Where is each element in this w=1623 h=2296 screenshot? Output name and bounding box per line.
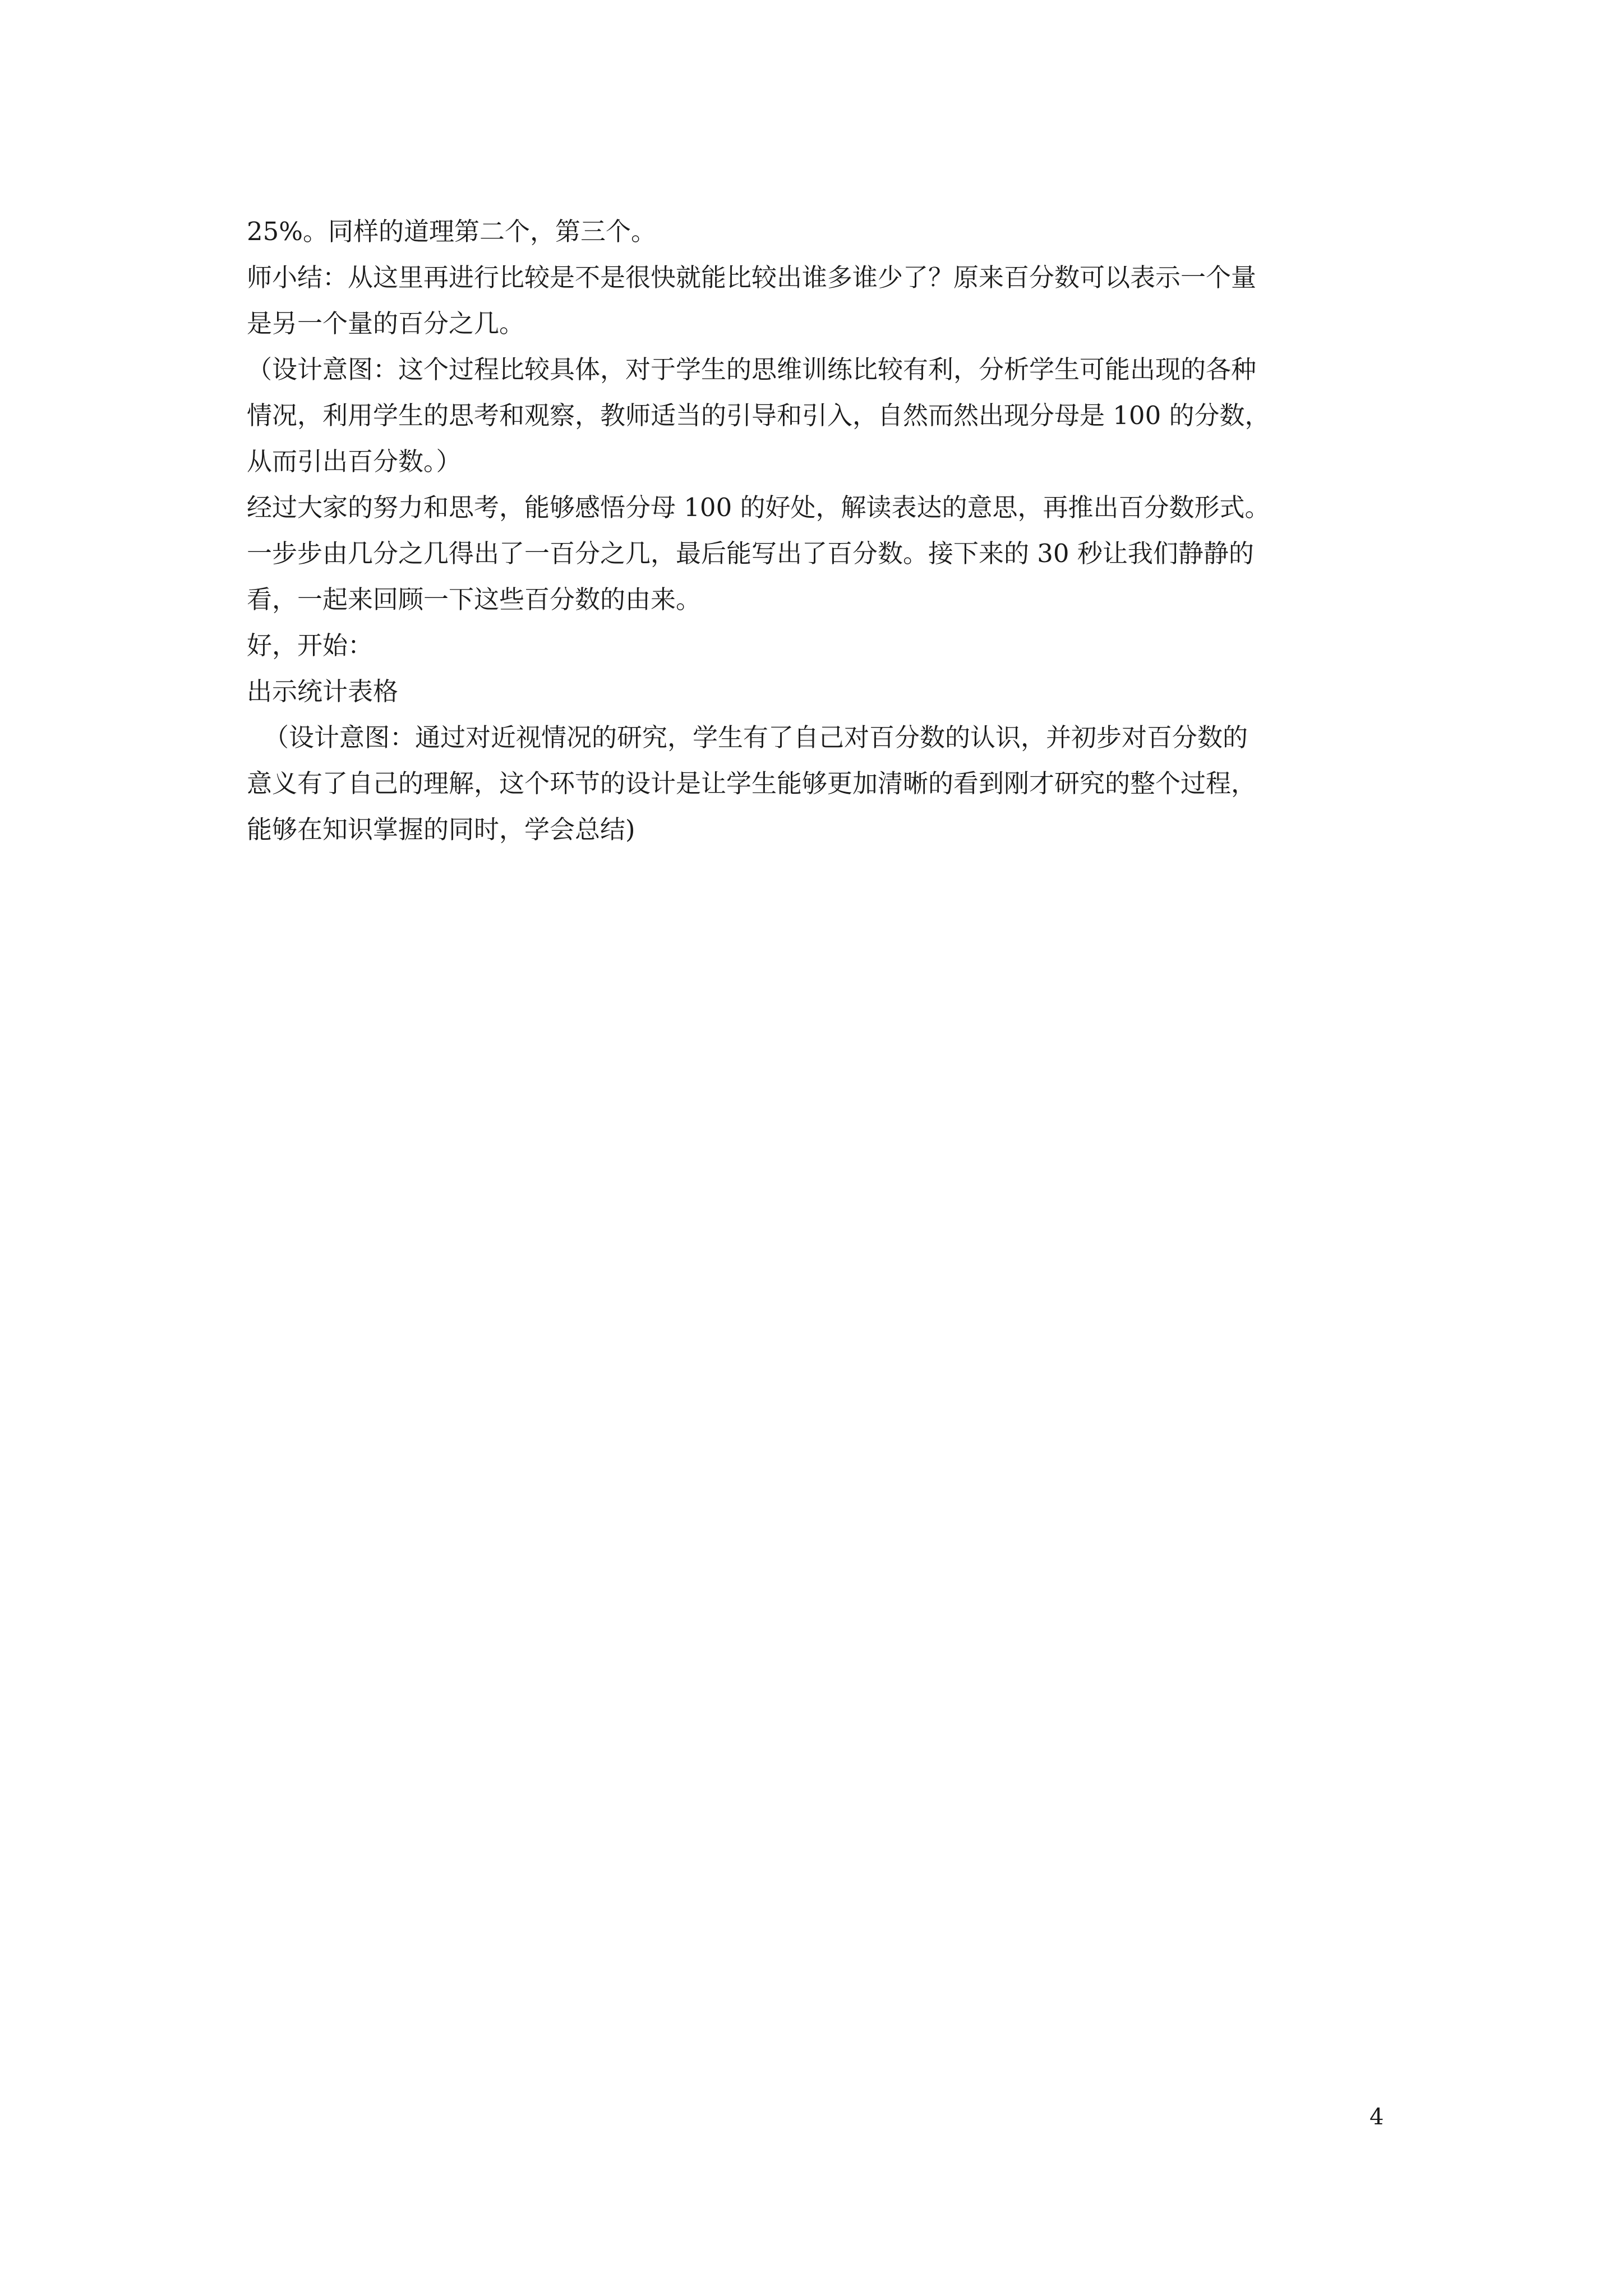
- text-line: 情况，利用学生的思考和观察，教师适当的引导和引入，自然而然出现分母是 100 的分数，: [247, 401, 1270, 430]
- text-line: 看，一起来回顾一下这些百分数的由来。: [247, 585, 702, 614]
- text-line: （设计意图：通过对近视情况的研究，学生有了自己对百分数的认识，并初步对百分数的: [264, 723, 1248, 752]
- text-line: 一步步由几分之几得出了一百分之几，最后能写出了百分数。接下来的 30 秒让我们静静的: [247, 539, 1254, 568]
- page-number: 4: [1370, 2104, 1384, 2130]
- text-line: 能够在知识掌握的同时，学会总结): [247, 815, 635, 844]
- text-line: 经过大家的努力和思考，能够感悟分母 100 的好处，解读表达的意思，再推出百分数形式。: [247, 493, 1270, 522]
- text-line: 师小结：从这里再进行比较是不是很快就能比较出谁多谁少了？原来百分数可以表示一个量: [247, 263, 1257, 292]
- text-line: （设计意图：这个过程比较具体，对于学生的思维训练比较有利，分析学生可能出现的各种: [247, 355, 1257, 384]
- text-line: 从而引出百分数。）: [247, 447, 462, 476]
- text-line: 出示统计表格: [247, 677, 399, 706]
- text-line: 意义有了自己的理解，这个环节的设计是让学生能够更加清晰的看到刚才研究的整个过程，: [247, 769, 1257, 798]
- text-line: 好，开始：: [247, 631, 374, 660]
- text-line: 是另一个量的百分之几。: [247, 309, 525, 338]
- text-line: 25%。同样的道理第二个，第三个。: [247, 217, 657, 246]
- page-body: [247, 209, 1391, 853]
